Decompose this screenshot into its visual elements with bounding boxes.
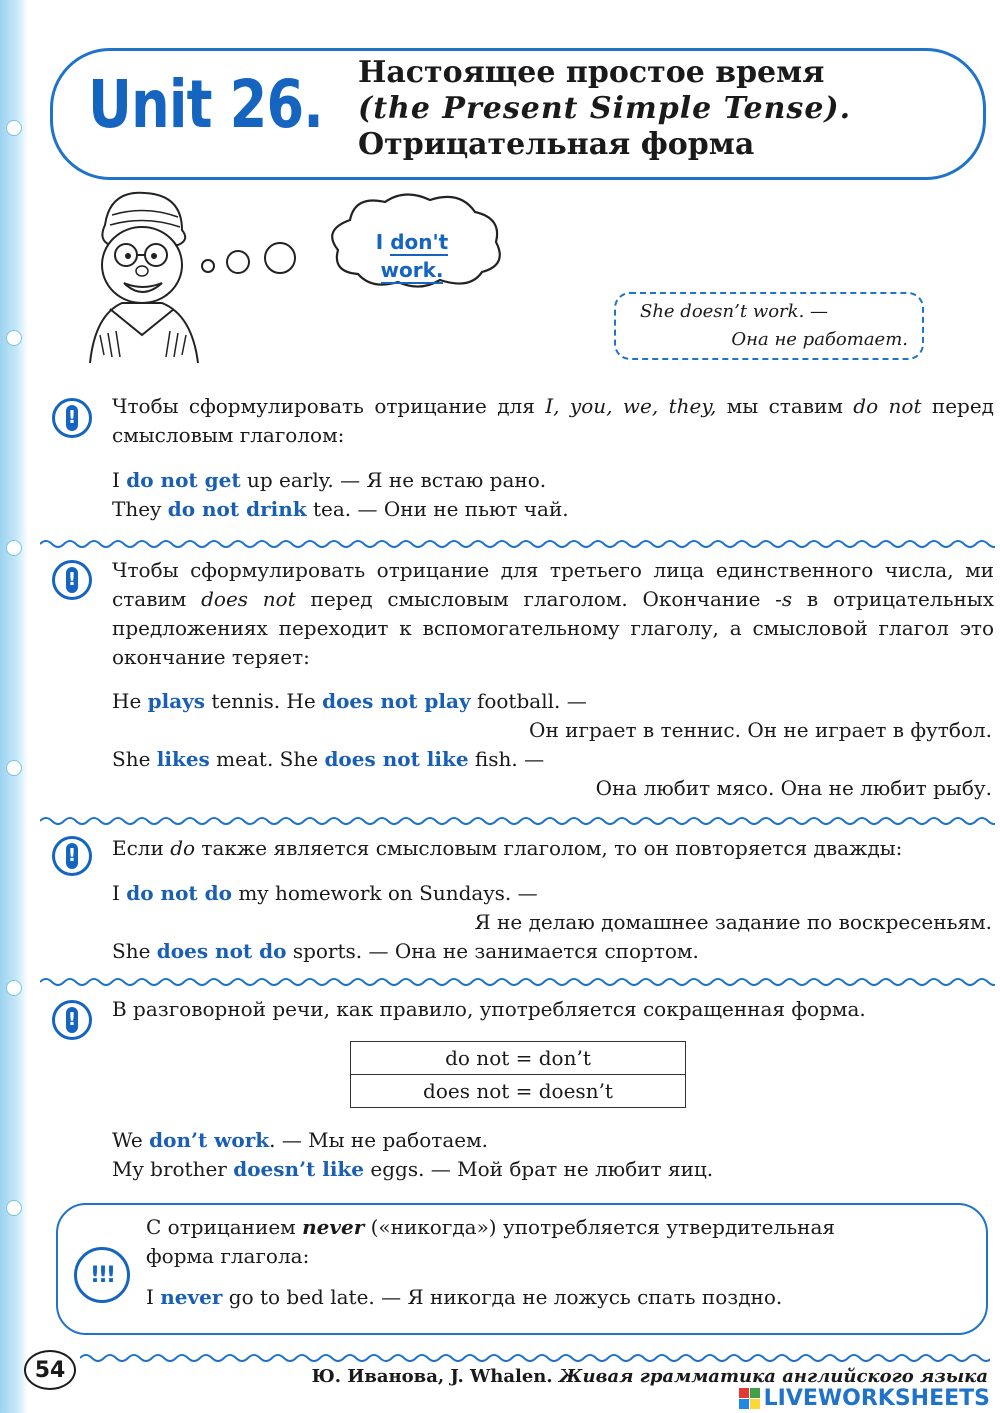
note-line-1: She doesn’t work. — xyxy=(640,301,829,322)
triple-exclamation-icon: !!! xyxy=(74,1247,130,1303)
title-line-3: Отрицательная форма xyxy=(358,127,755,162)
page-number: 54 xyxy=(24,1350,76,1390)
liveworksheets-logo-icon xyxy=(739,1388,760,1409)
binder-hole xyxy=(6,330,22,346)
contraction-row: do not = don’t xyxy=(351,1042,686,1075)
liveworksheets-watermark xyxy=(739,1386,990,1411)
thought-bubble-dots xyxy=(196,240,306,280)
binder-hole xyxy=(6,1200,22,1216)
wavy-divider xyxy=(80,1352,990,1364)
example-line: He plays tennis. He does not play football. — xyxy=(112,689,587,713)
example-line: We don’t work. — Мы не работаем. xyxy=(112,1128,489,1152)
never-rule-line-1: С отрицанием never («никогда») употребляется утвердительная xyxy=(146,1215,835,1239)
binder-hole xyxy=(6,760,22,776)
example-line: My brother doesn’t like eggs. — Мой брат не любит яиц. xyxy=(112,1157,714,1181)
never-rule-line-2: форма глагола: xyxy=(146,1244,310,1268)
binder-hole xyxy=(6,120,22,136)
bubble-word-i: I xyxy=(375,230,384,254)
rule-text-1: Чтобы сформулировать отрицание для I, you, we, they, мы ставим do not перед смысловым глаголом: xyxy=(112,394,994,447)
wavy-divider xyxy=(40,976,995,988)
binder-hole xyxy=(6,540,22,556)
contraction-row: does not = doesn’t xyxy=(351,1075,686,1108)
binder-hole xyxy=(6,980,22,996)
note-line-2: Она не работает. xyxy=(731,329,908,350)
title-line-2: (the Present Simple Tense). xyxy=(358,91,852,126)
left-decorative-strip xyxy=(0,0,28,1413)
exclamation-icon: ! xyxy=(52,398,92,438)
example-line: They do not drink tea. — Они не пьют чай. xyxy=(112,497,569,521)
translation-line: Он играет в теннис. Он не играет в футбол. xyxy=(529,718,992,742)
unit-title xyxy=(358,55,958,163)
exclamation-icon: ! xyxy=(52,836,92,876)
contraction-table xyxy=(350,1041,686,1108)
watermark-text: LIVEWORKSHEETS xyxy=(763,1386,990,1411)
example-note-box xyxy=(614,292,924,360)
bubble-word-work: work. xyxy=(380,258,444,282)
example-line: I do not get up early. — Я не встаю рано. xyxy=(112,468,547,492)
translation-line: Она любит мясо. Она не любит рыбу. xyxy=(595,776,992,800)
exclamation-icon: ! xyxy=(52,1000,92,1040)
rule-text-3: Если do также является смысловым глаголом, то он повторяется дважды: xyxy=(112,836,903,860)
example-line: She likes meat. She does not like fish. — xyxy=(112,747,545,771)
footer-citation: Ю. Иванова, J. Whalen. Живая грамматика английского языка xyxy=(311,1366,988,1387)
example-line: I never go to bed late. — Я никогда не ложусь спать поздно. xyxy=(146,1285,783,1309)
bubble-word-dont: don't xyxy=(390,230,449,254)
example-line: I do not do my homework on Sundays. — xyxy=(112,881,538,905)
wavy-divider xyxy=(40,538,995,550)
wavy-divider xyxy=(40,815,995,827)
thought-bubble-text xyxy=(352,228,472,284)
rule-text-4: В разговорной речи, как правило, употребляется сокращенная форма. xyxy=(112,997,866,1021)
example-line: She does not do sports. — Она не занимается спортом. xyxy=(112,939,699,963)
unit-number: Unit 26. xyxy=(88,66,324,143)
translation-line: Я не делаю домашнее задание по воскресеньям. xyxy=(474,910,992,934)
title-line-1: Настоящее простое время xyxy=(358,55,825,90)
exclamation-icon: ! xyxy=(52,560,92,600)
rule-text-2: Чтобы сформулировать отрицание для третьего лица единственного числа, ми ставим does not перед смысловым глаголом. Окончание -s в отрицательных предложениях переходит к вспомогательному глаголу, а смысловой глагол это окончание теряет: xyxy=(112,558,994,669)
